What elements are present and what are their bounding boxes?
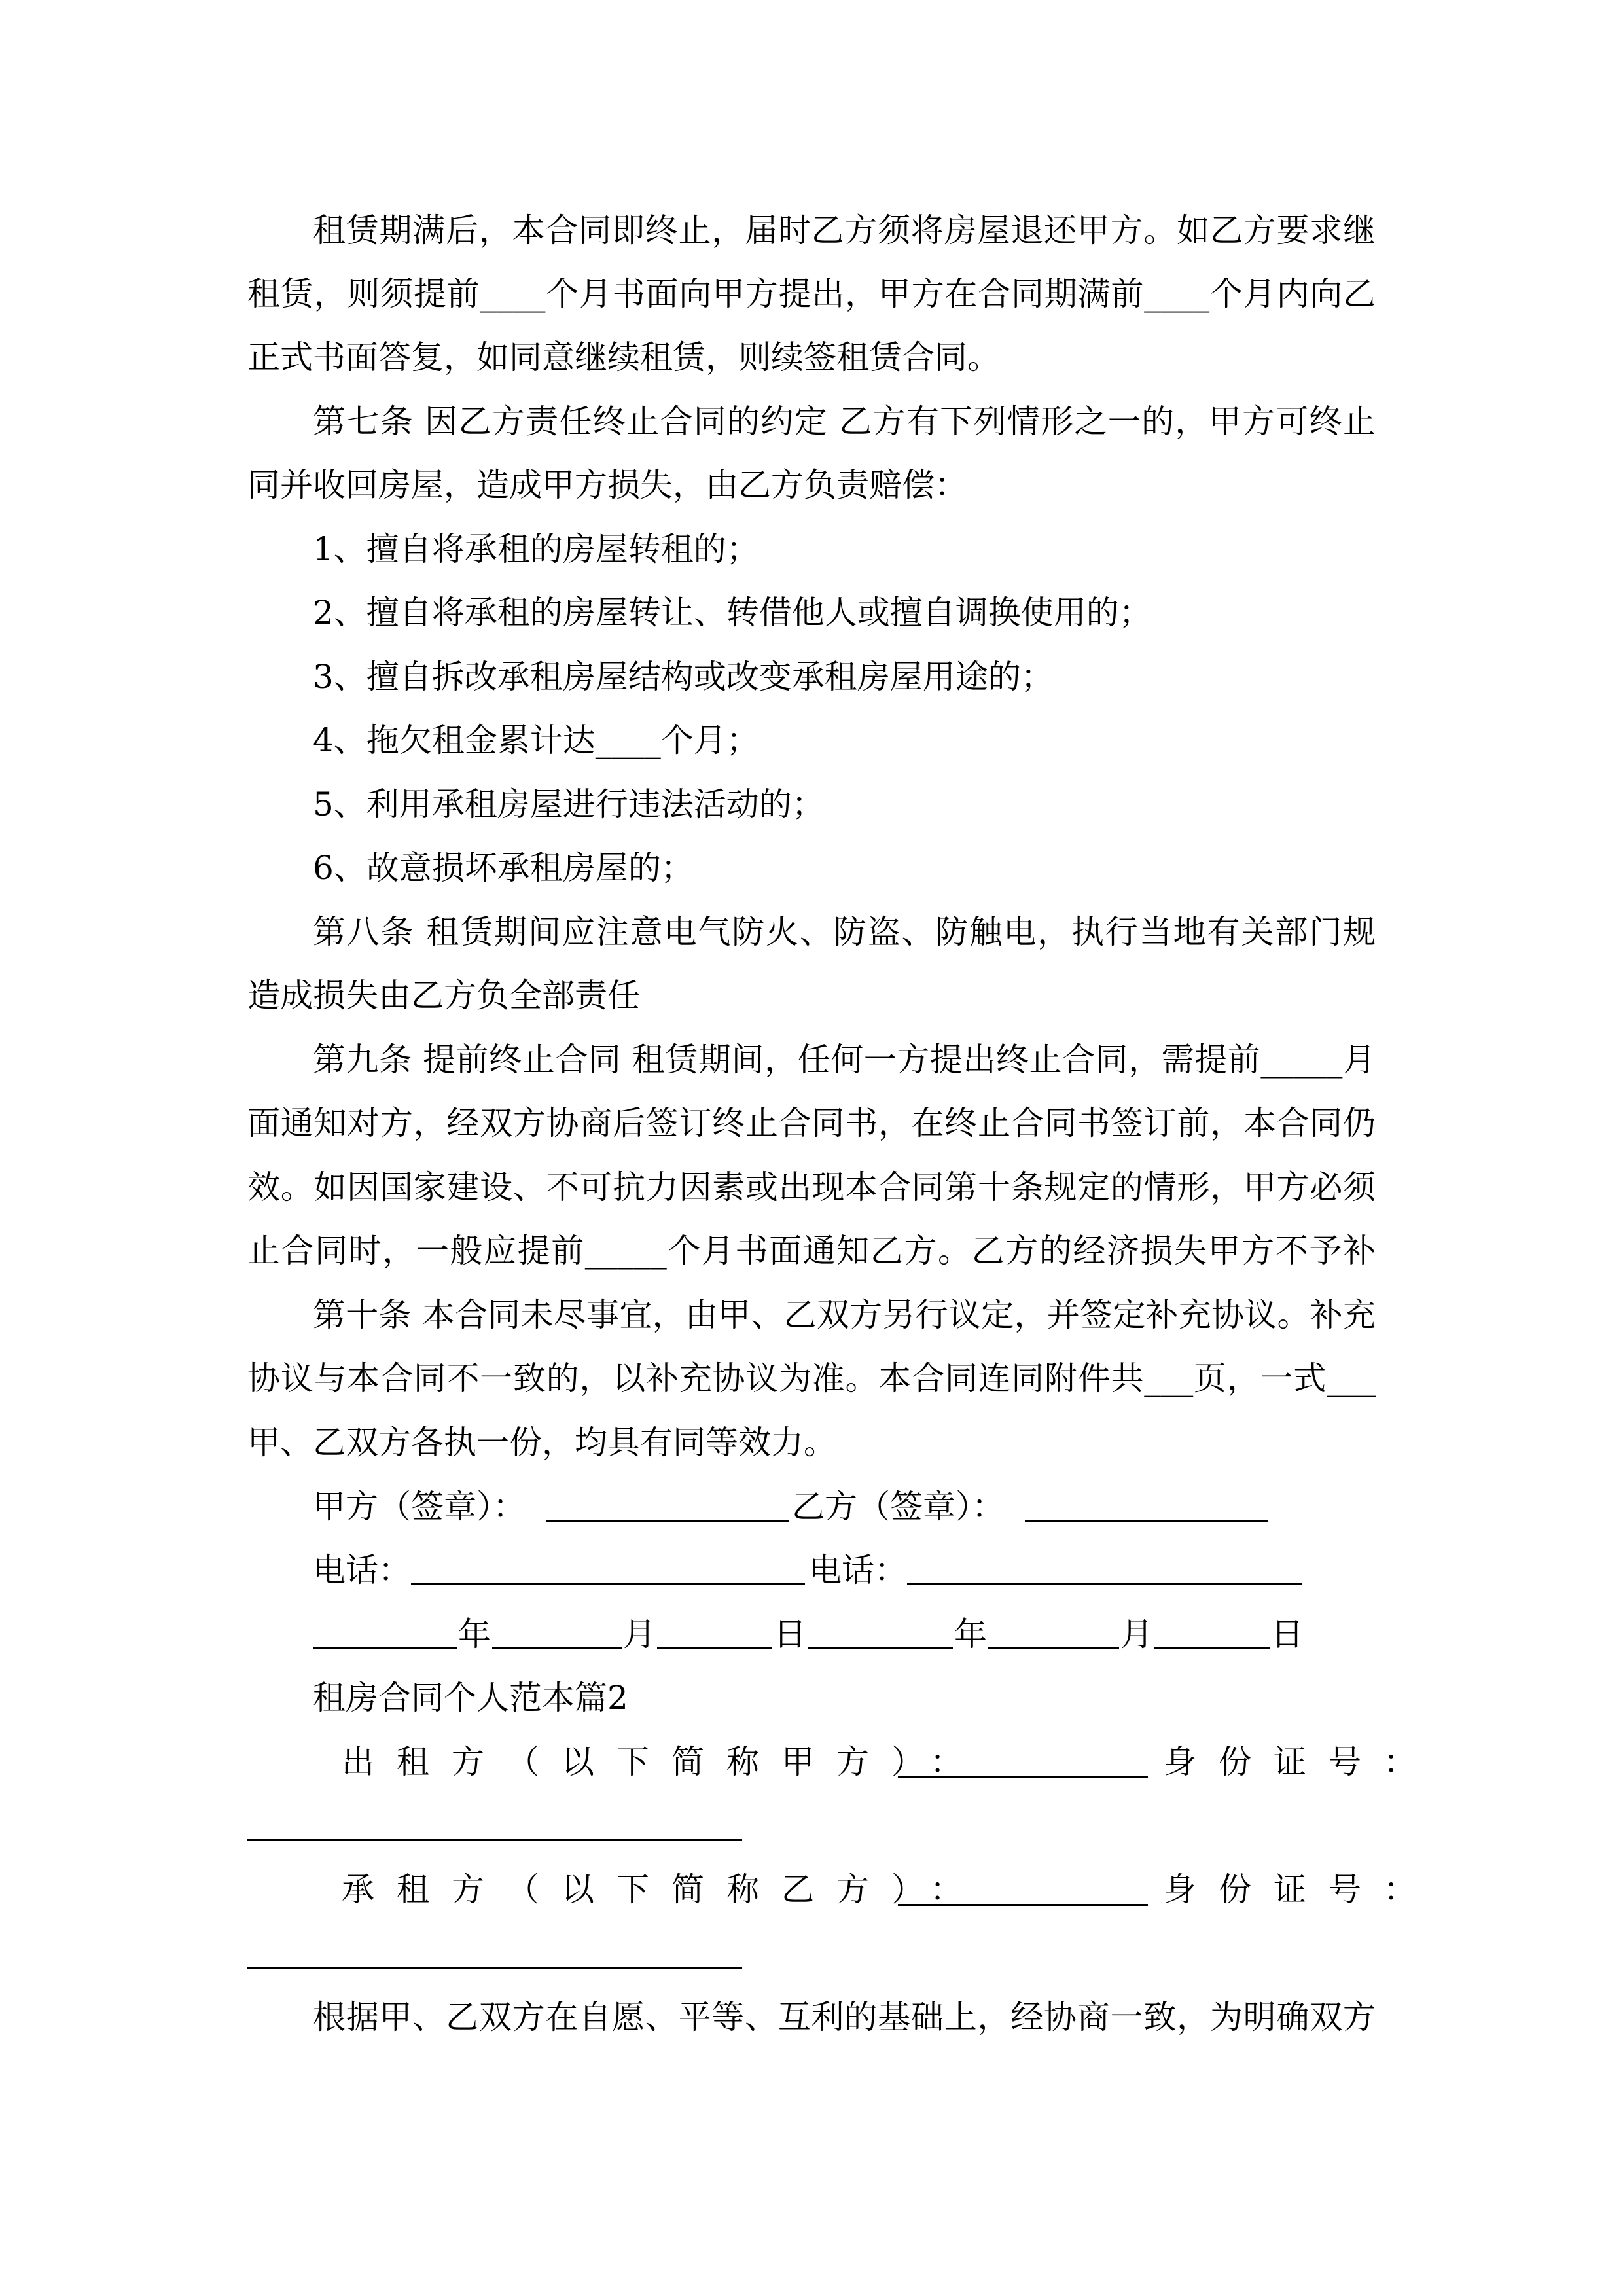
article-9-line: 面通知对方，经双方协商后签订终止合同书，在终止合同书签订前，本合同仍: [247, 1104, 1376, 1142]
intro-line: 根据甲、乙双方在自愿、平等、互利的基础上，经协商一致，为明确双方: [313, 1998, 1376, 2036]
party-a-sign-label: 甲方（签章）：: [313, 1488, 526, 1526]
paragraph-line: 正式书面答复，如同意继续租赁，则续签租赁合同。: [247, 338, 1000, 376]
party-b-sign-label: 乙方（签章）：: [792, 1488, 1005, 1526]
article-8-line: 第八条 租赁期间应注意电气防火、防盗、防触电，执行当地有关部门规: [313, 913, 1376, 951]
date-unit-year: 年: [954, 1615, 987, 1653]
lessor-id-field[interactable]: [247, 1839, 742, 1841]
article-9-line: 第九条 提前终止合同 租赁期间，任何一方提出终止合同，需提前_____月: [313, 1041, 1376, 1079]
party-b-day-field[interactable]: [1154, 1647, 1270, 1649]
list-item: 5、利用承租房屋进行违法活动的；: [313, 785, 825, 823]
list-item: 2、擅自将承租的房屋转让、转借他人或擅自调换使用的；: [313, 594, 1152, 632]
lessee-id-label: 身份证号：: [1164, 1871, 1438, 1909]
article-9-line: 止合同时，一般应提前_____个月书面通知乙方。乙方的经济损失甲方不予补: [247, 1232, 1376, 1270]
party-a-phone-label: 电话：: [313, 1551, 411, 1589]
article-10-line: 第十条 本合同未尽事宜，由甲、乙双方另行议定，并签定补充协议。补充: [313, 1296, 1376, 1334]
article-10-line: 甲、乙双方各执一份，均具有同等效力。: [247, 1424, 836, 1462]
paragraph-line: 租赁，则须提前____个月书面向甲方提出，甲方在合同期满前____个月内向乙: [247, 275, 1376, 313]
date-unit-month: 月: [623, 1615, 656, 1653]
lessor-name-field[interactable]: [898, 1776, 1148, 1778]
party-b-year-field[interactable]: [808, 1647, 953, 1649]
party-a-day-field[interactable]: [657, 1647, 772, 1649]
party-b-sign-field[interactable]: [1025, 1520, 1268, 1522]
party-b-phone-field[interactable]: [907, 1583, 1302, 1585]
lessor-id-label: 身份证号：: [1164, 1743, 1438, 1781]
date-unit-month: 月: [1120, 1615, 1153, 1653]
party-a-month-field[interactable]: [492, 1647, 622, 1649]
lessee-label: 承租方（以下简称乙方）：: [342, 1871, 985, 1909]
party-b-phone-label: 电话：: [809, 1551, 907, 1589]
party-a-phone-field[interactable]: [411, 1583, 805, 1585]
date-unit-year: 年: [458, 1615, 491, 1653]
lessee-id-field[interactable]: [247, 1967, 742, 1969]
lessor-label: 出租方（以下简称甲方）：: [342, 1743, 985, 1781]
date-unit-day: 日: [774, 1615, 806, 1653]
list-item: 6、故意损坏承租房屋的；: [313, 849, 694, 887]
party-b-month-field[interactable]: [988, 1647, 1119, 1649]
party-a-year-field[interactable]: [313, 1647, 457, 1649]
article-7-line: 同并收回房屋，造成甲方损失，由乙方负责赔偿：: [247, 466, 967, 504]
list-item: 3、擅自拆改承租房屋结构或改变承租房屋用途的；: [313, 658, 1054, 696]
date-unit-day: 日: [1271, 1615, 1304, 1653]
list-item: 1、擅自将承租的房屋转租的；: [313, 530, 759, 568]
party-a-sign-field[interactable]: [546, 1520, 789, 1522]
article-10-line: 协议与本合同不一致的，以补充协议为准。本合同连同附件共___页，一式___: [247, 1359, 1376, 1397]
article-9-line: 效。如因国家建设、不可抗力因素或出现本合同第十条规定的情形，甲方必须: [247, 1168, 1376, 1206]
article-7-line: 第七条 因乙方责任终止合同的约定 乙方有下列情形之一的，甲方可终止: [313, 403, 1376, 440]
paragraph-line: 租赁期满后，本合同即终止，届时乙方须将房屋退还甲方。如乙方要求继: [313, 211, 1376, 249]
article-8-line: 造成损失由乙方负全部责任: [247, 977, 640, 1014]
list-item: 4、拖欠租金累计达____个月；: [313, 721, 759, 759]
lessee-name-field[interactable]: [898, 1904, 1148, 1906]
section-title: 租房合同个人范本篇2: [313, 1679, 628, 1717]
